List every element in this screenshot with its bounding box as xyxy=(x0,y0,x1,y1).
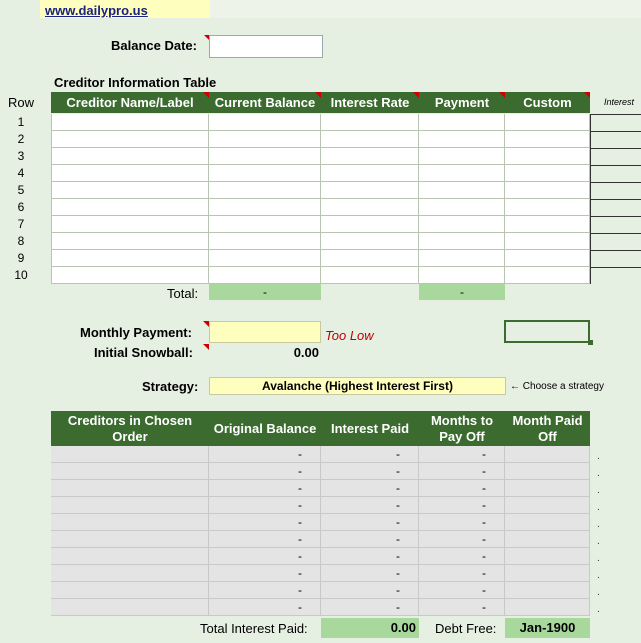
creditor-cell[interactable] xyxy=(51,148,209,165)
result-balance-cell: - xyxy=(209,599,321,616)
creditor-cell[interactable] xyxy=(51,182,209,199)
row-header: Row xyxy=(8,95,35,110)
creditor-cell[interactable] xyxy=(51,165,209,182)
col-creditors-order: Creditors in Chosen Order xyxy=(51,411,209,446)
result-paid_off-cell xyxy=(505,480,590,497)
creditor-cell[interactable] xyxy=(209,216,321,233)
creditor-cell[interactable] xyxy=(321,131,419,148)
creditor-cell[interactable] xyxy=(505,199,590,216)
selected-cell[interactable] xyxy=(504,320,590,343)
website-link[interactable]: www.dailypro.us xyxy=(45,3,148,18)
strategy-hint xyxy=(510,381,604,392)
interest-extra-header: Interest xyxy=(604,97,635,107)
creditor-cell[interactable] xyxy=(51,199,209,216)
row-dot: . xyxy=(597,587,600,598)
creditor-cell[interactable] xyxy=(505,182,590,199)
result-balance-cell: - xyxy=(209,497,321,514)
total-payment: - xyxy=(419,284,505,300)
interest-extra-cell xyxy=(590,250,641,267)
row-dot: . xyxy=(597,553,600,564)
creditor-cell[interactable] xyxy=(505,267,590,284)
interest-extra-cell xyxy=(590,182,641,199)
result-interest-cell: - xyxy=(321,446,419,463)
total-interest-value xyxy=(321,618,419,638)
col-custom: Custom xyxy=(505,92,590,113)
comment-marker-icon xyxy=(499,92,505,98)
creditor-cell[interactable] xyxy=(419,267,505,284)
result-months-cell: - xyxy=(419,582,505,599)
result-months-cell: - xyxy=(419,514,505,531)
result-interest-cell: - xyxy=(321,497,419,514)
result-paid_off-cell xyxy=(505,514,590,531)
result-balance-cell: - xyxy=(209,446,321,463)
col-current-balance: Current Balance xyxy=(209,92,321,113)
left-arrow-icon: ← xyxy=(510,381,520,392)
result-balance-cell: - xyxy=(209,463,321,480)
row-dot: . xyxy=(597,536,600,547)
row-number: 10 xyxy=(14,268,28,282)
result-months-cell: - xyxy=(419,565,505,582)
creditor-cell[interactable] xyxy=(419,165,505,182)
creditor-cell[interactable] xyxy=(321,182,419,199)
result-creditor-cell xyxy=(51,446,209,463)
total-interest-amount: 0.00 xyxy=(390,620,416,635)
creditor-cell[interactable] xyxy=(419,216,505,233)
creditor-cell[interactable] xyxy=(209,131,321,148)
result-months-cell: - xyxy=(419,599,505,616)
debt-free-label: Debt Free: xyxy=(435,621,497,636)
interest-extra-cell xyxy=(590,216,641,233)
total-balance: - xyxy=(209,284,321,300)
creditor-cell[interactable] xyxy=(505,216,590,233)
balance-date-input[interactable] xyxy=(209,35,323,58)
comment-marker-icon xyxy=(413,92,419,98)
comment-marker-icon xyxy=(203,92,209,98)
creditor-cell[interactable] xyxy=(321,216,419,233)
col-payment: Payment xyxy=(419,92,505,113)
creditor-cell[interactable] xyxy=(419,233,505,250)
col-month-paid-off: Month Paid Off xyxy=(505,411,590,446)
result-interest-cell: - xyxy=(321,582,419,599)
interest-extra-cell xyxy=(590,199,641,216)
row-number: 1 xyxy=(17,115,25,129)
initial-snowball-label: Initial Snowball: xyxy=(94,345,193,360)
creditor-cell[interactable] xyxy=(419,250,505,267)
comment-marker-icon xyxy=(315,92,321,98)
row-number: 2 xyxy=(17,132,25,146)
creditor-table-title: Creditor Information Table xyxy=(54,75,217,90)
result-interest-cell: - xyxy=(321,565,419,582)
top-strip xyxy=(210,0,641,18)
result-paid_off-cell xyxy=(505,548,590,565)
creditor-cell[interactable] xyxy=(419,131,505,148)
result-creditor-cell xyxy=(51,514,209,531)
creditor-cell[interactable] xyxy=(419,114,505,131)
creditor-cell[interactable] xyxy=(321,233,419,250)
row-dot: . xyxy=(597,502,600,513)
result-paid_off-cell xyxy=(505,531,590,548)
strategy-label: Strategy: xyxy=(142,379,199,394)
creditor-cell[interactable] xyxy=(321,267,419,284)
creditor-cell[interactable] xyxy=(419,148,505,165)
creditor-cell[interactable] xyxy=(321,250,419,267)
row-number: 5 xyxy=(17,183,25,197)
result-creditor-cell xyxy=(51,480,209,497)
result-months-cell: - xyxy=(419,480,505,497)
creditor-cell[interactable] xyxy=(51,216,209,233)
result-balance-cell: - xyxy=(209,565,321,582)
result-months-cell: - xyxy=(419,463,505,480)
creditor-cell[interactable] xyxy=(419,182,505,199)
interest-extra-cell xyxy=(590,233,641,250)
creditor-cell[interactable] xyxy=(419,199,505,216)
total-interest-label: Total Interest Paid: xyxy=(200,621,308,636)
creditor-cell[interactable] xyxy=(505,165,590,182)
result-creditor-cell xyxy=(51,582,209,599)
col-creditor-name: Creditor Name/Label xyxy=(51,92,209,113)
creditor-cell[interactable] xyxy=(321,165,419,182)
comment-marker-icon xyxy=(584,92,590,98)
result-interest-cell: - xyxy=(321,463,419,480)
interest-extra-cell xyxy=(590,165,641,182)
creditor-cell[interactable] xyxy=(209,165,321,182)
monthly-payment-label: Monthly Payment: xyxy=(80,325,192,340)
result-months-cell: - xyxy=(419,446,505,463)
row-dot: . xyxy=(597,604,600,615)
row-dot: . xyxy=(597,468,600,479)
result-paid_off-cell xyxy=(505,463,590,480)
website-link-bar xyxy=(40,0,210,18)
creditor-cell[interactable] xyxy=(51,131,209,148)
creditor-cell[interactable] xyxy=(51,233,209,250)
row-number: 7 xyxy=(17,217,25,231)
balance-date-label: Balance Date: xyxy=(111,38,197,53)
result-months-cell: - xyxy=(419,531,505,548)
creditor-cell[interactable] xyxy=(321,199,419,216)
result-interest-cell: - xyxy=(321,480,419,497)
result-interest-cell: - xyxy=(321,548,419,565)
creditor-cell[interactable] xyxy=(51,114,209,131)
result-interest-cell: - xyxy=(321,514,419,531)
creditor-cell[interactable] xyxy=(505,148,590,165)
result-paid_off-cell xyxy=(505,582,590,599)
col-interest-rate: Interest Rate xyxy=(321,92,419,113)
row-dot: . xyxy=(597,519,600,530)
result-paid_off-cell xyxy=(505,446,590,463)
creditor-cell[interactable] xyxy=(209,182,321,199)
row-number: 6 xyxy=(17,200,25,214)
row-dot: . xyxy=(597,570,600,581)
strategy-select[interactable]: Avalanche (Highest Interest First) xyxy=(209,377,506,395)
result-months-cell: - xyxy=(419,497,505,514)
interest-extra-cell xyxy=(590,267,641,284)
interest-extra-cell xyxy=(590,114,641,131)
creditor-cell[interactable] xyxy=(209,250,321,267)
result-balance-cell: - xyxy=(209,531,321,548)
creditor-cell[interactable] xyxy=(321,148,419,165)
row-dot: . xyxy=(597,451,600,462)
result-paid_off-cell xyxy=(505,565,590,582)
monthly-payment-input[interactable] xyxy=(209,321,321,343)
creditor-cell[interactable] xyxy=(51,267,209,284)
creditor-cell[interactable] xyxy=(505,131,590,148)
col-original-balance: Original Balance xyxy=(209,411,321,446)
payment-warning: Too Low xyxy=(325,328,374,343)
result-creditor-cell xyxy=(51,497,209,514)
creditor-cell[interactable] xyxy=(51,250,209,267)
result-interest-cell: - xyxy=(321,531,419,548)
creditor-cell[interactable] xyxy=(505,114,590,131)
creditor-cell[interactable] xyxy=(209,267,321,284)
creditor-cell[interactable] xyxy=(209,114,321,131)
debt-free-value: Jan-1900 xyxy=(505,618,590,638)
row-number: 8 xyxy=(17,234,25,248)
initial-snowball-value: 0.00 xyxy=(293,345,319,360)
col-interest-paid: Interest Paid xyxy=(321,411,419,446)
result-creditor-cell xyxy=(51,531,209,548)
result-balance-cell: - xyxy=(209,480,321,497)
row-number: 4 xyxy=(17,166,25,180)
result-months-cell: - xyxy=(419,548,505,565)
row-number: 9 xyxy=(17,251,25,265)
creditor-cell[interactable] xyxy=(209,199,321,216)
row-dot: . xyxy=(597,485,600,496)
result-balance-cell: - xyxy=(209,582,321,599)
result-balance-cell: - xyxy=(209,514,321,531)
row-number: 3 xyxy=(17,149,25,163)
result-creditor-cell xyxy=(51,463,209,480)
result-paid_off-cell xyxy=(505,599,590,616)
creditor-cell[interactable] xyxy=(209,233,321,250)
interest-extra-cell xyxy=(590,131,641,148)
result-creditor-cell xyxy=(51,599,209,616)
result-paid_off-cell xyxy=(505,497,590,514)
creditor-cell[interactable] xyxy=(505,233,590,250)
result-creditor-cell xyxy=(51,565,209,582)
result-creditor-cell xyxy=(51,548,209,565)
result-balance-cell: - xyxy=(209,548,321,565)
creditor-cell[interactable] xyxy=(209,148,321,165)
creditor-cell[interactable] xyxy=(505,250,590,267)
col-months-to-pay-off: Months to Pay Off xyxy=(419,411,505,446)
result-interest-cell: - xyxy=(321,599,419,616)
fill-handle[interactable] xyxy=(588,340,593,345)
creditor-cell[interactable] xyxy=(321,114,419,131)
interest-extra-cell xyxy=(590,148,641,165)
strategy-hint-text: Choose a strategy xyxy=(522,381,604,392)
total-label: Total: xyxy=(167,286,199,301)
